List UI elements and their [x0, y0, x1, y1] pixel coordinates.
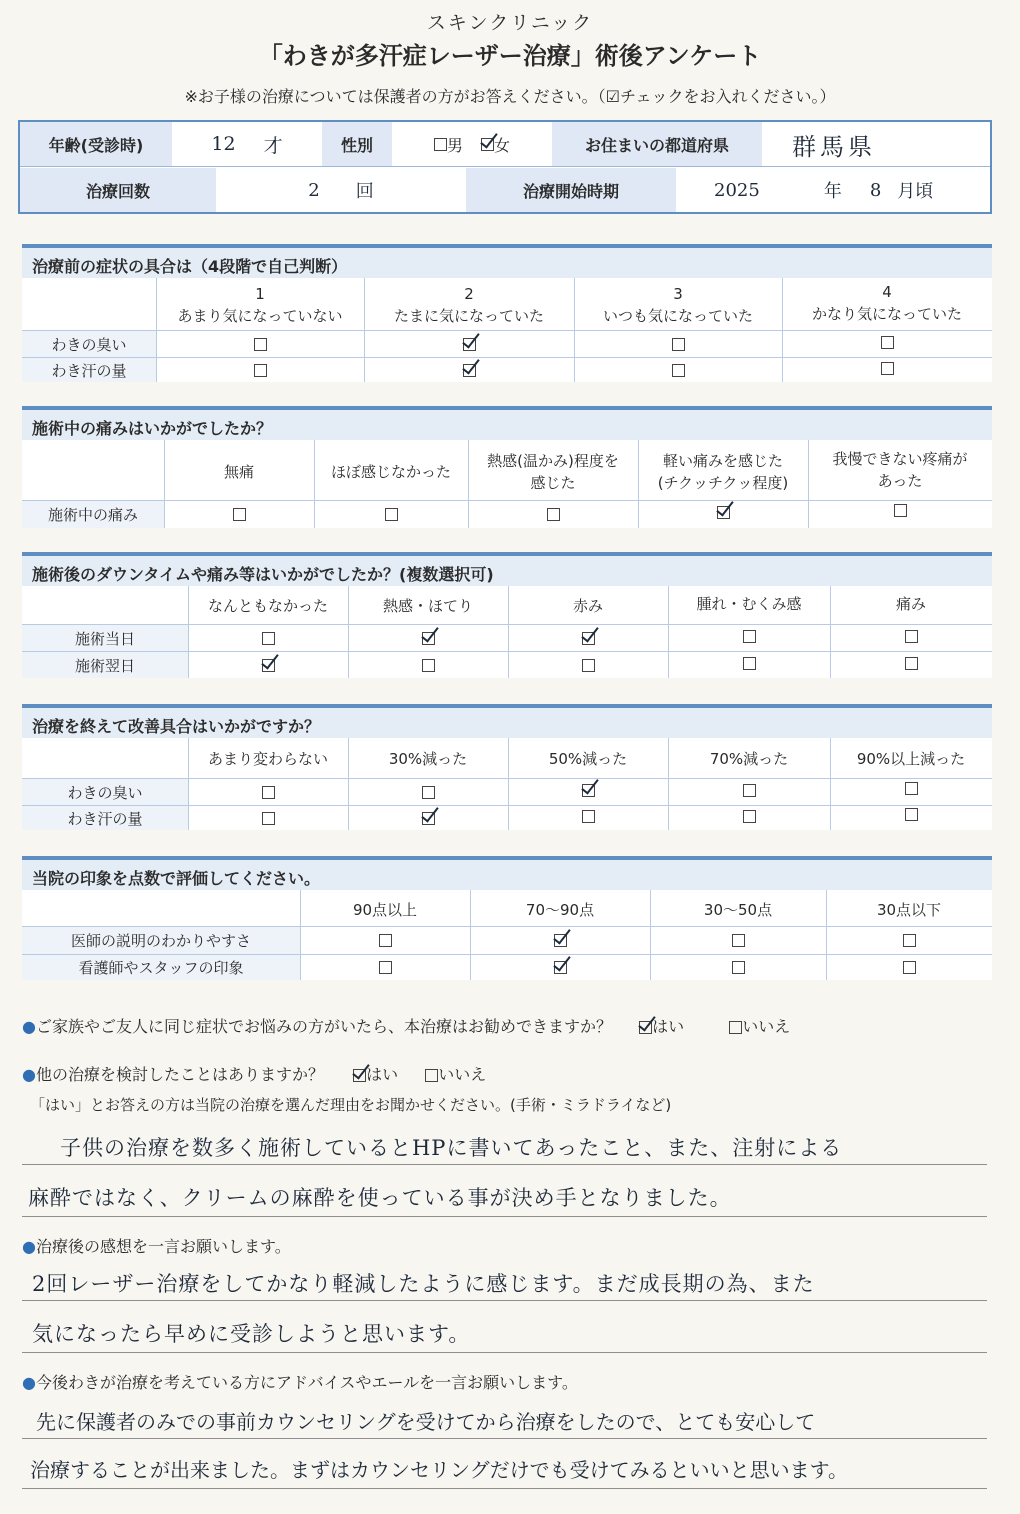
col-header-1: なんともなかった	[207, 596, 328, 615]
checkbox-cell	[508, 777, 668, 803]
checkbox[interactable]	[905, 657, 918, 670]
prefecture-value[interactable]: 群馬県	[792, 132, 876, 161]
checkbox[interactable]	[732, 961, 745, 974]
checkbox-cell	[574, 331, 782, 357]
start-month: 8	[869, 179, 882, 201]
col-text-line1: 軽い痛みを感じた	[662, 451, 783, 470]
checkbox-cell	[508, 625, 668, 651]
yes-label: はい	[366, 1065, 399, 1084]
checkbox-cell	[782, 329, 992, 355]
checkbox-cell	[650, 955, 826, 980]
no-label: いいえ	[438, 1065, 487, 1084]
section-title: 施術後のダウンタイムや痛み等はいかがでしたか？(複数選択可)	[22, 552, 992, 586]
male-checkbox[interactable]	[434, 138, 447, 151]
writing-line	[22, 1164, 987, 1165]
section-symptoms-before	[22, 244, 992, 382]
no-label: いいえ	[742, 1017, 791, 1036]
col-header-4: 30点以下	[876, 900, 942, 919]
grid-line	[300, 890, 301, 980]
checkbox-cell	[830, 802, 992, 826]
col-header-4	[782, 280, 992, 326]
checkbox-checked[interactable]	[582, 784, 595, 797]
checkbox-cell	[508, 804, 668, 828]
checkbox-cell	[188, 625, 348, 651]
form-note: ※お子様の治療については保護者の方がお答えください。（☑チェックをお入れください。）	[184, 87, 836, 106]
col-header-3: 30〜50点	[703, 900, 773, 919]
checkbox-cell	[826, 955, 992, 980]
checkbox-checked[interactable]	[422, 632, 435, 645]
checkbox-cell	[348, 806, 508, 830]
checkbox-checked[interactable]	[463, 338, 476, 351]
checkbox[interactable]	[672, 338, 685, 351]
writing-line	[22, 1300, 987, 1301]
col-header-1: あまり変わらない	[207, 749, 328, 768]
checkbox[interactable]	[881, 362, 894, 375]
col-header-4: 70%減った	[709, 749, 789, 768]
age-label: 年齢(受診時)	[20, 122, 172, 166]
question-recommend	[22, 1014, 790, 1037]
checkbox[interactable]	[743, 810, 756, 823]
grid-line	[470, 890, 471, 980]
checkbox[interactable]	[422, 786, 435, 799]
row-label: 施術当日	[22, 625, 188, 651]
question-impression	[22, 1234, 291, 1257]
checkbox-cell	[188, 652, 348, 678]
grid-line	[782, 278, 783, 382]
bullet-icon: ●	[22, 1237, 36, 1256]
grid-line	[830, 738, 831, 830]
yes-label: はい	[652, 1017, 685, 1036]
row-label: わきの臭い	[22, 779, 188, 805]
checkbox[interactable]	[894, 504, 907, 517]
section-pain-during	[22, 406, 992, 528]
checkbox[interactable]	[672, 364, 685, 377]
col-header-1	[164, 444, 314, 500]
checkbox-cell	[164, 501, 314, 528]
section-title: 治療前の症状の具合は（4段階で自己判断）	[22, 244, 992, 278]
grid-line	[188, 738, 189, 830]
section-title: 当院の印象を点数で評価してください。	[22, 856, 992, 890]
checkbox-cell	[668, 777, 830, 803]
no-checkbox[interactable]	[729, 1021, 742, 1034]
start-year: 2025	[714, 179, 760, 201]
col-text-line1: 熱感(温かみ)程度を	[487, 451, 619, 470]
checkbox[interactable]	[743, 630, 756, 643]
checkbox[interactable]	[905, 782, 918, 795]
col-header-1	[156, 282, 364, 328]
grid-line	[650, 890, 651, 980]
question-advice	[22, 1370, 578, 1393]
yes-checkbox[interactable]	[353, 1069, 366, 1082]
yes-checkbox[interactable]	[639, 1021, 652, 1034]
col-header-3: 50%減った	[548, 749, 628, 768]
grid-line	[188, 586, 189, 678]
checkbox[interactable]	[379, 934, 392, 947]
checkbox[interactable]	[379, 961, 392, 974]
col-header-2: 30%減った	[388, 749, 468, 768]
writing-line	[22, 1216, 987, 1217]
col-text-line2: 感じた	[530, 474, 576, 492]
bullet-icon: ●	[22, 1373, 36, 1392]
answer-impression-line2[interactable]: 気になったら早めに受診しようと思います。	[32, 1322, 471, 1346]
col-header-2: 70〜90点	[525, 900, 595, 919]
count-unit: 回	[355, 181, 374, 202]
bullet-icon: ●	[22, 1065, 36, 1084]
col-text: いつも気になっていた	[602, 307, 753, 325]
checkbox[interactable]	[262, 632, 275, 645]
checkbox[interactable]	[881, 336, 894, 349]
checkbox-cell	[808, 497, 992, 524]
grid-line	[668, 738, 669, 830]
checkbox-cell	[348, 779, 508, 805]
checkbox-cell	[300, 927, 470, 954]
checkbox-cell	[468, 501, 638, 528]
col-text-line1: 我慢できない疼痛が	[832, 449, 968, 468]
checkbox[interactable]	[905, 630, 918, 643]
col-number: 4	[882, 282, 892, 301]
row-label: 医師の説明のわかりやすさ	[22, 927, 300, 954]
question-subtext: 「はい」とお答えの方は当院の治療を選んだ理由をお聞かせください。(手術・ミラドライなど)	[30, 1096, 672, 1114]
row-label: わきの臭い	[22, 331, 156, 357]
checkbox-cell	[830, 623, 992, 649]
header-spacer	[22, 278, 156, 326]
row-label: わき汗の量	[22, 806, 188, 830]
form-title: 「わきが多汗症レーザー治療」術後アンケート	[258, 42, 762, 70]
checkbox[interactable]	[903, 961, 916, 974]
grid-line	[508, 738, 509, 830]
prefecture-label: お住まいの都道府県	[552, 122, 762, 166]
info-row-1	[20, 122, 990, 166]
checkbox-cell	[348, 625, 508, 651]
checkbox[interactable]	[254, 364, 267, 377]
grid-line	[638, 440, 639, 528]
year-unit: 年	[823, 181, 842, 202]
col-header-3: 赤み	[572, 596, 603, 615]
question-other-treatment	[22, 1062, 486, 1085]
count-field[interactable]	[216, 168, 466, 212]
checkbox-checked[interactable]	[582, 632, 595, 645]
checkbox[interactable]	[262, 812, 275, 825]
checkbox[interactable]	[547, 508, 560, 521]
checkbox-cell	[650, 927, 826, 954]
grid-line	[164, 440, 165, 528]
count-label: 治療回数	[20, 168, 216, 212]
checkbox-cell	[314, 501, 468, 528]
col-text: たまに気になっていた	[393, 307, 544, 325]
answer-reason-line1[interactable]: 子供の治療を数多く施術しているとHPに書いてあったこと、また、注射による	[60, 1136, 843, 1160]
col-header-1: 90点以上	[352, 900, 418, 919]
checkbox-cell	[470, 955, 650, 980]
female-checkbox[interactable]	[481, 138, 494, 151]
checkbox-checked[interactable]	[554, 934, 567, 947]
checkbox[interactable]	[385, 508, 398, 521]
checkbox-cell	[364, 358, 574, 382]
checkbox[interactable]	[254, 338, 267, 351]
section-downtime	[22, 552, 992, 678]
checkbox-cell	[348, 652, 508, 678]
col-header-3	[574, 282, 782, 328]
grid-line	[348, 738, 349, 830]
no-checkbox[interactable]	[425, 1069, 438, 1082]
writing-line	[22, 1488, 987, 1489]
start-field[interactable]	[676, 168, 990, 212]
age-value: 12	[211, 133, 236, 155]
checkbox[interactable]	[262, 786, 275, 799]
patient-info-box	[18, 120, 992, 214]
checkbox-cell	[782, 356, 992, 380]
checkbox-checked[interactable]	[463, 364, 476, 377]
checkbox[interactable]	[422, 659, 435, 672]
col-header-2	[364, 282, 574, 328]
clinic-name: スキンクリニック	[426, 12, 594, 34]
checkbox-cell	[830, 650, 992, 676]
col-text-line2: (チクッチクッ程度)	[657, 474, 789, 492]
checkbox[interactable]	[903, 934, 916, 947]
checkbox[interactable]	[905, 808, 918, 821]
col-header-3	[468, 444, 638, 500]
col-text-line1: ほぼ感じなかった	[330, 462, 451, 481]
question-text: 治療後の感想を一言お願いします。	[35, 1237, 291, 1256]
section-title: 治療を終えて改善具合はいかがですか？	[22, 704, 992, 738]
section-clinic-rating	[22, 856, 992, 980]
col-header-4	[638, 444, 808, 500]
female-label: 女	[494, 135, 511, 155]
sex-field	[392, 122, 552, 166]
checkbox-cell	[508, 652, 668, 678]
checkbox[interactable]	[233, 508, 246, 521]
checkbox-cell	[668, 804, 830, 828]
checkbox-cell	[574, 358, 782, 382]
col-header-4: 腫れ・むくみ感	[696, 594, 802, 613]
start-label: 治療開始時期	[466, 168, 676, 212]
male-label: 男	[446, 135, 463, 155]
col-text-line2: あった	[877, 472, 923, 490]
row-label: 看護師やスタッフの印象	[22, 955, 300, 980]
grid-line	[156, 278, 157, 382]
checkbox-cell	[188, 806, 348, 830]
checkbox-cell	[364, 331, 574, 357]
checkbox-cell	[668, 623, 830, 649]
writing-line	[22, 1438, 987, 1439]
grid-line	[364, 278, 365, 382]
checkbox-cell	[188, 779, 348, 805]
checkbox[interactable]	[743, 784, 756, 797]
checkbox-checked[interactable]	[717, 506, 730, 519]
checkbox-checked[interactable]	[262, 659, 275, 672]
checkbox-cell	[830, 775, 992, 801]
answer-advice-line1[interactable]: 先に保護者のみでの事前カウンセリングを受けてから治療をしたので、とても安心して	[36, 1410, 816, 1434]
col-number: 1	[255, 284, 265, 303]
grid-line	[574, 278, 575, 382]
question-text: 他の治療を検討したことはありますか？	[35, 1065, 324, 1084]
checkbox[interactable]	[582, 810, 595, 823]
question-text: 今後わきが治療を考えている方にアドバイスやエールを一言お願いします。	[35, 1373, 578, 1392]
row-label: 施術中の痛み	[22, 501, 164, 528]
count-value: 2	[308, 179, 320, 201]
grid-line	[830, 586, 831, 678]
checkbox-cell	[300, 955, 470, 980]
col-header-5	[808, 442, 992, 498]
col-number: 2	[464, 284, 474, 303]
writing-line	[22, 1352, 987, 1353]
row-label: わき汗の量	[22, 358, 156, 382]
question-text: ご家族やご友人に同じ症状でお悩みの方がいたら、本治療はお勧めできますか？	[35, 1017, 612, 1036]
answer-impression-line1[interactable]: 2回レーザー治療をしてかなり軽減したように感じます。まだ成長期の為、また	[32, 1272, 815, 1296]
col-number: 3	[673, 284, 683, 303]
answer-advice-line2[interactable]: 治療することが出来ました。まずはカウンセリングだけでも受けてみるといいと思います。	[30, 1458, 848, 1482]
col-text: あまり気になっていない	[177, 307, 343, 325]
checkbox-cell	[470, 927, 650, 954]
grid-line	[668, 586, 669, 678]
section-improvement	[22, 704, 992, 830]
bullet-icon: ●	[22, 1017, 36, 1036]
checkbox-checked[interactable]	[554, 961, 567, 974]
section-title: 施術中の痛みはいかがでしたか？	[22, 406, 992, 440]
sex-label: 性別	[322, 122, 392, 166]
info-divider	[20, 166, 990, 167]
grid-line	[826, 890, 827, 980]
grid-line	[468, 440, 469, 528]
answer-reason-line2[interactable]: 麻酔ではなく、クリームの麻酔を使っている事が決め手となりました。	[28, 1186, 732, 1210]
age-field[interactable]	[172, 122, 322, 166]
row-label: 施術翌日	[22, 652, 188, 678]
col-header-5: 90%以上減った	[856, 749, 966, 768]
grid-line	[808, 440, 809, 528]
col-text: かなり気になっていた	[811, 305, 962, 323]
checkbox-cell	[638, 499, 808, 526]
col-text-line1: 無痛	[223, 462, 254, 481]
age-unit: 才	[263, 134, 283, 157]
col-header-2	[314, 444, 468, 500]
grid-line	[314, 440, 315, 528]
checkbox-cell	[668, 650, 830, 676]
checkbox-cell	[156, 331, 364, 357]
grid-line	[348, 586, 349, 678]
checkbox-checked[interactable]	[422, 812, 435, 825]
col-header-5: 痛み	[895, 594, 926, 613]
checkbox[interactable]	[582, 659, 595, 672]
checkbox-cell	[156, 358, 364, 382]
month-unit: 月頃	[897, 181, 934, 202]
checkbox[interactable]	[732, 934, 745, 947]
checkbox[interactable]	[743, 657, 756, 670]
checkbox-cell	[826, 927, 992, 954]
info-row-2	[20, 168, 990, 212]
grid-line	[508, 586, 509, 678]
col-header-2: 熱感・ほてり	[382, 596, 473, 615]
